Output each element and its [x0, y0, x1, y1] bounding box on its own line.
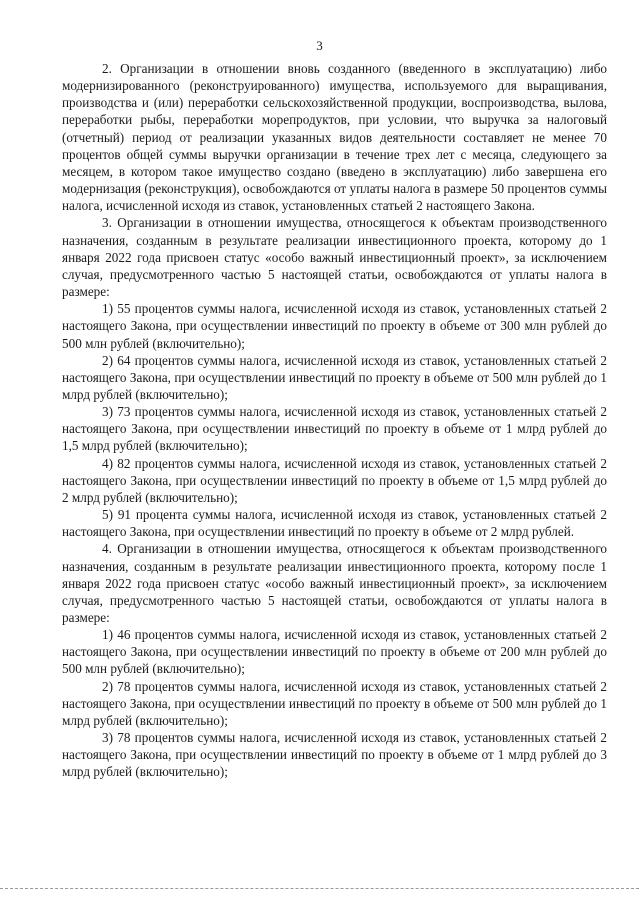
paragraph-2: 2. Организации в отношении вновь созданного (введенного в эксплуатацию) либо модернизированного (реконструированного) имущества, используемого для выращивания, производства и (или) переработки сельскохозяйственной продукции, воспроизводства, вылова, переработки рыбы, переработки морепродуктов, при условии, что выручка за налоговый (отчетный) период от реализации указанных видов деятельности составляет не менее 70 процентов общей суммы выручки организации в течение трех лет с месяца, следующего за месяцем, в котором такое имущество создано (введено в эксплуатацию) либо завершена его модернизация (реконструкция), освобождаются от уплаты налога в размере 50 процентов суммы налога, исчисленной исходя из ставок, установленных статьей 2 настоящего Закона. — [62, 61, 607, 214]
paragraph-4-item-2: 2) 78 процентов суммы налога, исчисленной исходя из ставок, установленных статьей 2 настоящего Закона, при осуществлении инвестиций по проекту в объеме от 500 млн рублей до 1 млрд рублей (включительно); — [62, 678, 607, 728]
paragraph-3-item-4: 4) 82 процентов суммы налога, исчисленной исходя из ставок, установленных статьей 2 настоящего Закона, при осуществлении инвестиций по проекту в объеме от 1,5 млрд рублей до 2 млрд рублей (включительно); — [62, 455, 607, 505]
paragraph-3: 3. Организации в отношении имущества, относящегося к объектам производственного назначения, созданным в результате реализации инвестиционного проекта, которому до 1 января 2022 года присвоен статус «особо важный инвестиционный проект», за исключением случая, предусмотренного частью 5 настоящей статьи, освобождаются от уплаты налога в размере: — [62, 215, 607, 300]
document-body — [62, 60, 607, 781]
paragraph-4-item-3: 3) 78 процентов суммы налога, исчисленной исходя из ставок, установленных статьей 2 настоящего Закона, при осуществлении инвестиций по проекту в объеме от 1 млрд рублей до 3 млрд рублей (включительно); — [62, 730, 607, 780]
paragraph-3-item-3: 3) 73 процентов суммы налога, исчисленной исходя из ставок, установленных статьей 2 настоящего Закона, при осуществлении инвестиций по проекту в объеме от 1 млрд рублей до 1,5 млрд рублей (включительно); — [62, 404, 607, 454]
paragraph-4: 4. Организации в отношении имущества, относящегося к объектам производственного назначения, созданным в результате реализации инвестиционного проекта, которому после 1 января 2022 года присвоен статус «особо важный инвестиционный проект», за исключением случая, предусмотренного частью 5 настоящей статьи, освобождаются от уплаты налога в размере: — [62, 541, 607, 625]
page-number: 3 — [316, 38, 323, 53]
paragraph-3-item-2: 2) 64 процентов суммы налога, исчисленной исходя из ставок, установленных статьей 2 настоящего Закона, при осуществлении инвестиций по проекту в объеме от 500 млн рублей до 1 млрд рублей (включительно); — [62, 352, 607, 402]
paragraph-3-item-1: 1) 55 процентов суммы налога, исчисленной исходя из ставок, установленных статьей 2 настоящего Закона, при осуществлении инвестиций по проекту в объеме от 300 млн рублей до 500 млн рублей (включительно); — [62, 301, 607, 351]
paragraph-4-item-1: 1) 46 процентов суммы налога, исчисленной исходя из ставок, установленных статьей 2 настоящего Закона, при осуществлении инвестиций по проекту в объеме от 200 млн рублей до 500 млн рублей (включительно); — [62, 627, 607, 677]
page-bottom-divider — [0, 888, 639, 889]
paragraph-3-item-5: 5) 91 процента суммы налога, исчисленной исходя из ставок, установленных статьей 2 настоящего Закона, при осуществлении инвестиций по проекту в объеме от 2 млрд рублей. — [62, 507, 607, 540]
